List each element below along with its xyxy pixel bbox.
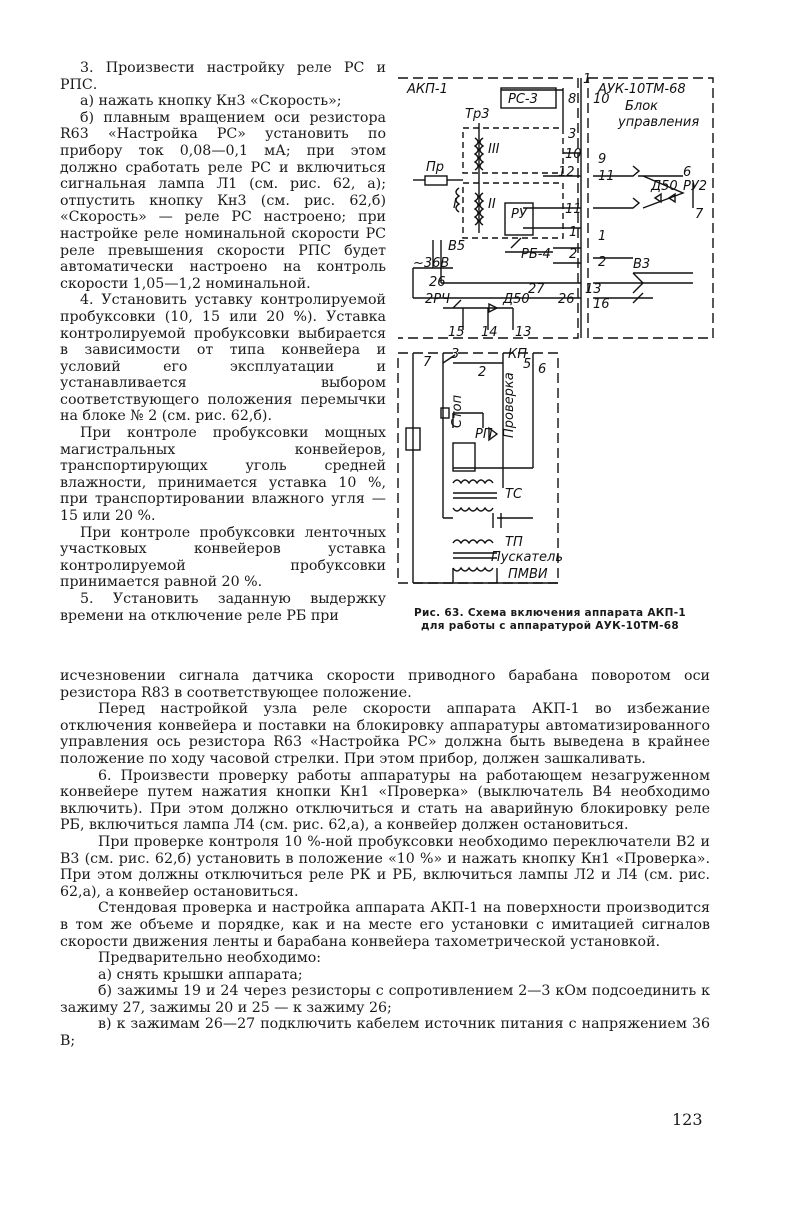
label-2rch: 2РЧ <box>425 292 451 307</box>
label-d50: Д50 <box>503 292 530 307</box>
terminal-1: 1 <box>583 72 592 87</box>
terminal-9: 9 <box>598 152 607 167</box>
terminal-10: 10 <box>593 92 610 107</box>
full-width-text <box>60 668 710 1050</box>
label-w1: I <box>453 197 457 212</box>
label-pmvi: ПМВИ <box>508 567 548 582</box>
label-pr: Пр <box>426 160 445 175</box>
page-number: 123 <box>672 1110 703 1129</box>
label-tp: ТП <box>505 535 523 550</box>
terminal-2: 2 <box>569 247 578 262</box>
label-auk: АУК-10ТМ-68 <box>598 82 686 97</box>
label-w3: III <box>488 142 500 157</box>
terminal-27: 27 <box>528 282 545 297</box>
label-rs3: РС-3 <box>508 92 538 107</box>
paragraph: а) нажать кнопку Кн3 «Скорость»; <box>80 93 342 110</box>
label-check: Проверка <box>502 372 517 438</box>
label-ru: РУ <box>511 207 527 222</box>
label-rb4: РБ-4 <box>521 247 551 262</box>
terminal-2c: 2 <box>478 365 487 380</box>
label-d50-ext: Д50 <box>651 179 678 194</box>
terminal-12: 12 <box>558 165 575 180</box>
paragraph: а) снять крышки аппарата; <box>98 966 303 983</box>
left-text-column <box>60 60 386 624</box>
label-b5: В5 <box>448 239 466 254</box>
paragraph: б) зажимы 19 и 24 через резисторы с сопротивлением 2—3 кОм подсоединить к зажиму 27, зажимы 20 и 25 — к зажиму 26; <box>60 983 710 1016</box>
label-w2: II <box>488 197 496 212</box>
label-ts: ТС <box>505 487 523 502</box>
label-block-control: управления <box>618 115 700 130</box>
paragraph: 5. Установить заданную выдержку времени на отключение реле РБ при <box>60 591 386 624</box>
paragraph: в) к зажимам 26—27 подключить кабелем источник питания с напряжением 36 В; <box>60 1016 710 1050</box>
terminal-26: 26 <box>429 275 446 290</box>
paragraph: Перед настройкой узла реле скорости аппарата АКП-1 во избежание отключения конвейера и поставки на блокировку аппаратуры автоматизированного управления ось резистора R63 «Настройка РС» должна быть выведена в крайнее положение по ходу часовой стрелки. При этом прибор, должен зашкаливать. <box>60 701 710 767</box>
circuit-diagram <box>393 68 723 588</box>
paragraph: При контроле пробуксовки мощных магистральных конвейеров, транспортирующих уголь средней влажности, принимается уставка 10 %, при транспортировании влажного угля — 15 или 20 %. <box>60 425 386 525</box>
terminal-11b: 11 <box>565 202 582 217</box>
terminal-13: 13 <box>585 282 602 297</box>
paragraph: Предварительно необходимо: <box>98 950 322 967</box>
label-stop: Стоп <box>450 394 465 428</box>
terminal-2b: 2 <box>598 255 607 270</box>
terminal-8: 8 <box>568 92 577 107</box>
label-starter: Пускатель <box>491 550 563 565</box>
label-ru2: РУ2 <box>683 179 708 194</box>
terminal-1c: 1 <box>598 229 607 244</box>
terminal-5: 5 <box>523 357 532 372</box>
paragraph: При контроле пробуксовки ленточных участковых конвейеров уставка контролируемой пробуксовки принимается равной 20 %. <box>60 524 386 591</box>
terminal-1b: 1 <box>569 225 578 240</box>
terminal-15: 15 <box>448 325 465 340</box>
label-rp: РП <box>475 427 493 442</box>
paragraph: При проверке контроля 10 %-ной пробуксовки необходимо переключатели В2 и В3 (см. рис. 62,б) установить в положение «10 %» и нажать кнопку Кн1 «Проверка». При этом должны отключиться реле РК и РБ, включиться лампы Л2 и Л4 (см. рис. 62,а), а конвейер остановиться. <box>60 833 710 900</box>
terminal-6: 6 <box>683 165 692 180</box>
terminal-3b: 3 <box>451 347 460 362</box>
label-akp: АКП-1 <box>407 82 448 97</box>
label-36v: ~36В <box>413 256 450 271</box>
figure-caption: Рис. 63. Схема включения аппарата АКП-1 для работы с аппаратурой АУК-10ТМ-68 <box>413 607 687 632</box>
paragraph: 4. Установить уставку контролируемой пробуксовки (10, 15 или 20 %). Уставка контролируемой пробуксовки выбирается в зависимости от типа конвейера и условий его эксплуатации и устанавливается выбором соответствующего положения перемычки на блоке № 2 (см. рис. 62,б). <box>60 292 386 425</box>
terminal-7b: 7 <box>423 355 432 370</box>
label-block: Блок <box>625 99 659 114</box>
terminal-3: 3 <box>568 127 577 142</box>
paragraph: 6. Произвести проверку работы аппаратуры на работающем незагруженном конвейере путем нажатия кнопки Кн1 «Проверка» (выключатель В4 необходимо включить). При этом должно отключиться и стать на аварийную блокировку реле РБ, включиться лампа Л4 (см. рис. 62,а), а конвейер должен остановиться. <box>60 767 710 834</box>
terminal-10b: 10 <box>565 147 582 162</box>
paragraph: Стендовая проверка и настройка аппарата АКП-1 на поверхности производится в том же объеме и порядке, как и на месте его установки с имитацией сигналов скорости движения ленты и барабана конвейера тахометрической установкой. <box>60 900 710 950</box>
paragraph: исчезновении сигнала датчика скорости приводного барабана поворотом оси резистора R83 в соответствующее положение. <box>60 668 710 701</box>
terminal-13b: 13 <box>515 325 532 340</box>
terminal-16: 16 <box>593 297 610 312</box>
terminal-11: 11 <box>598 169 615 184</box>
label-tr3: Тр3 <box>465 107 490 122</box>
label-b3: В3 <box>633 257 651 272</box>
terminal-6b: 6 <box>538 362 547 377</box>
terminal-7: 7 <box>695 207 704 222</box>
terminal-26b: 26 <box>558 292 575 307</box>
terminal-14: 14 <box>481 325 498 340</box>
paragraph: 3. Произвести настройку реле РС и РПС. <box>60 60 386 93</box>
label-kp: КП <box>508 347 528 362</box>
paragraph: б) плавным вращением оси резистора R63 «Настройка РС» установить по прибору ток 0,08—0,1 мА; при этом должно сработать реле РС и включиться сигнальная лампа Л1 (см. рис. 62, а); отпустить кнопку Кн3 (см. рис. 62,б) «Скорость» — реле РС настроено; при настройке реле номинальной скорости РС реле превышения скорости РПС будет автоматически настроено на контроль скорости 1,05—1,2 номинальной. <box>60 109 386 292</box>
